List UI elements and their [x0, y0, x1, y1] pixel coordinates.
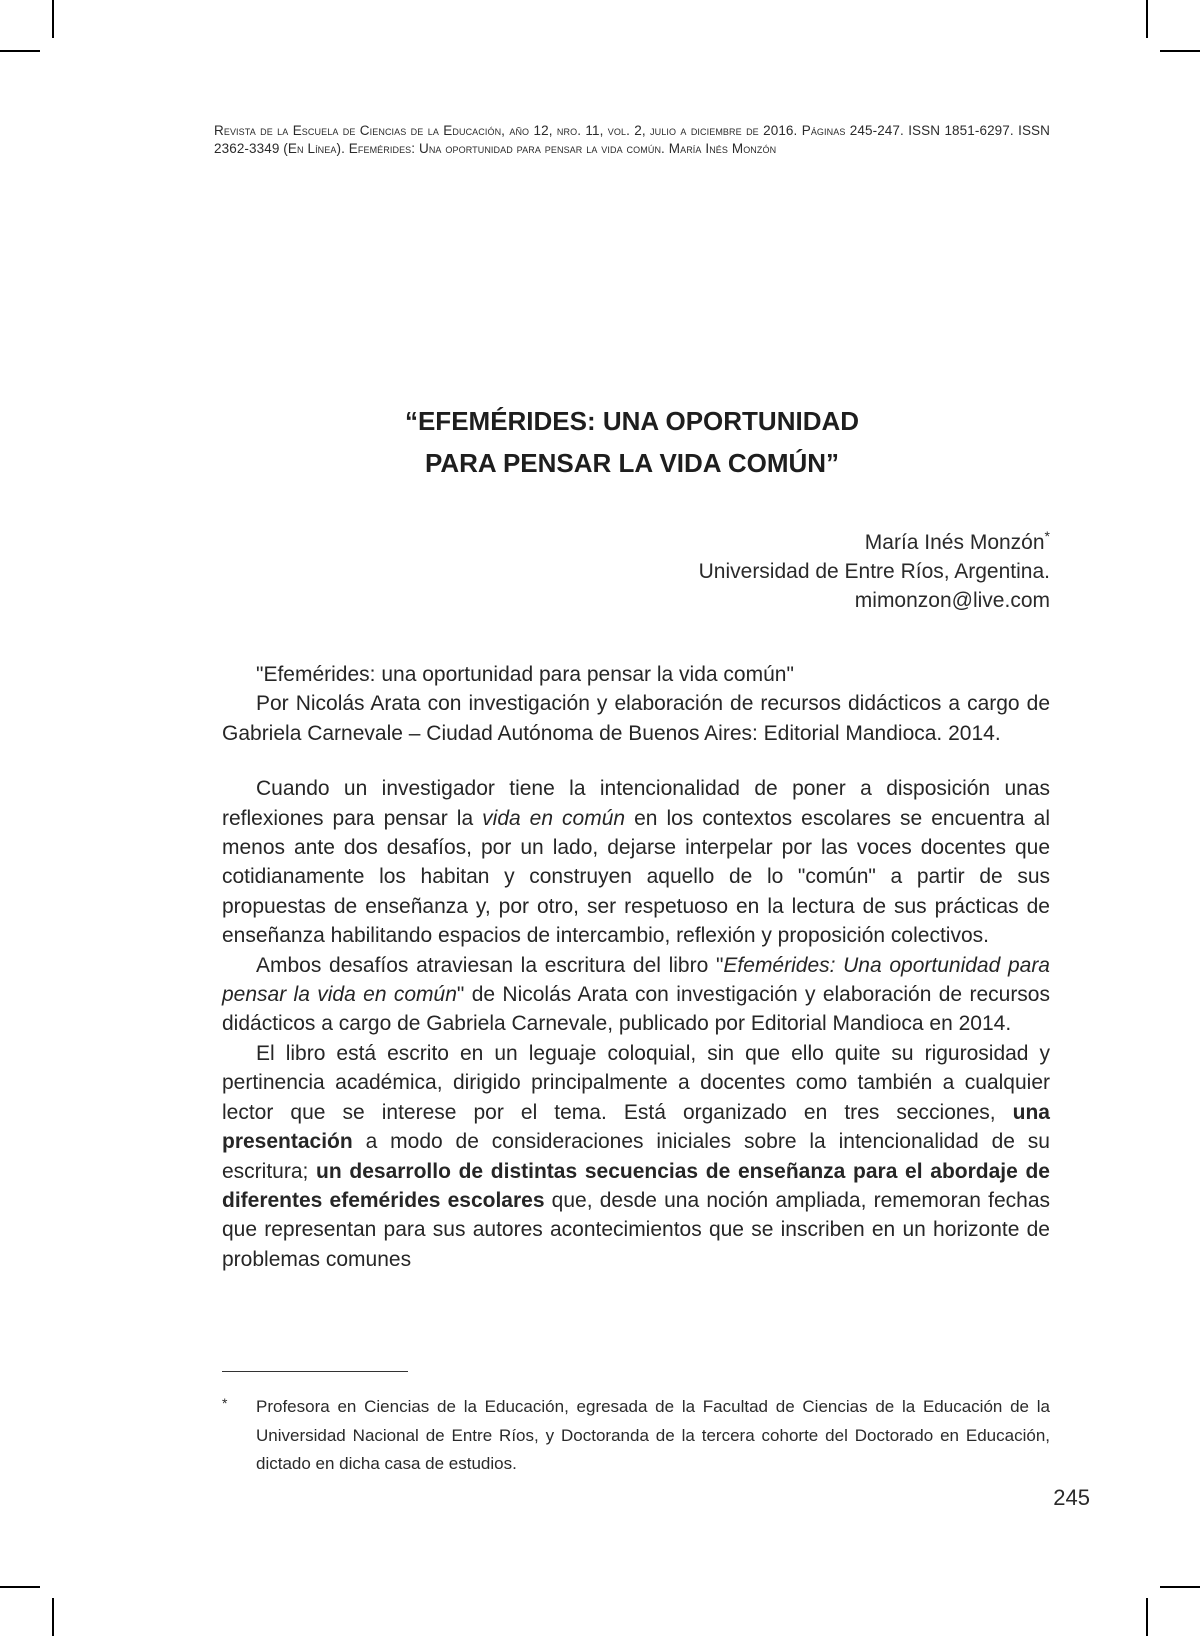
author-email: mimonzon@live.com	[854, 589, 1050, 612]
page-number: 245	[1053, 1485, 1090, 1510]
footnote-text: Profesora en Ciencias de la Educación, egresada de la Facultad de Ciencias de la Educación de la Universidad Nacional de Entre Ríos, y Doctoranda de la tercera cohorte del Doctorado en Educación, dictado en dicha casa de estudios.	[256, 1397, 1050, 1473]
footnote-divider	[222, 1371, 408, 1372]
paragraph-3-text-a: El libro está escrito en un leguaje coloquial, sin que ello quite su rigurosidad y pertinencia académica, dirigido principalmente a docentes como también a cualquier lector que se interese por el tema. Está organizado en tres secciones,	[222, 1041, 1050, 1124]
crop-mark-top-left-vertical	[52, 0, 54, 38]
running-header: Revista de la Escuela de Ciencias de la Educación, año 12, nro. 11, vol. 2, julio a diciembre de 2016. Páginas 245-247. ISSN 1851-6297. ISSN 2362-3349 (En Línea). Efemérides: Una oportunidad para pensar la vida común. María Inés Monzón	[214, 123, 1050, 156]
crop-mark-bottom-right-vertical	[1146, 1598, 1148, 1636]
author-name-line	[699, 522, 1050, 557]
title-line-2: PARA PENSAR LA VIDA COMÚN”	[424, 448, 840, 478]
crop-mark-top-left-horizontal	[0, 50, 40, 52]
article-body	[222, 660, 1050, 1274]
crop-mark-top-right-vertical	[1146, 0, 1148, 38]
title-line-1: “EFEMÉRIDES: UNA OPORTUNIDAD	[404, 406, 860, 436]
paragraph-2-text-a: Ambos desafíos atraviesan la escritura del libro "	[256, 953, 724, 977]
paragraph-3-bold-2: un desarrollo de distintas secuencias de enseñanza para el abordaje de diferentes efemérides escolares	[222, 1159, 1050, 1212]
author-affiliation: Universidad de Entre Ríos, Argentina.	[698, 560, 1050, 583]
author-block	[699, 522, 1050, 615]
crop-mark-bottom-left-vertical	[52, 1598, 54, 1636]
footnote	[222, 1393, 1050, 1479]
paragraph-2	[222, 951, 1050, 1039]
paragraph-3-bold-1: una presentación	[222, 1100, 1050, 1154]
paragraph-1-text-c: en los contextos escolares se encuentra al menos ante dos desafíos, por un lado, dejarse interpelar por las voces docentes que cotidianamente los habitan y construyen aquello de lo "común" a partir de sus propuestas de enseñanza y, por otro, ser respetuoso en la lectura de sus prácticas de enseñanza habilitando espacios de intercambio, reflexión y proposición colectivos.	[222, 806, 1050, 948]
author-footnote-mark: *	[1044, 528, 1050, 544]
paragraph-1	[222, 774, 1050, 950]
book-reference-details: Por Nicolás Arata con investigación y elaboración de recursos didácticos a cargo de Gabriela Carnevale – Ciudad Autónoma de Buenos Aires: Editorial Mandioca. 2014.	[222, 692, 1050, 745]
author-name: María Inés Monzón	[864, 531, 1045, 554]
crop-mark-top-right-horizontal	[1160, 50, 1200, 52]
paragraph-3-text-c: a modo de consideraciones iniciales sobre la intencionalidad de su escritura;	[222, 1130, 1050, 1183]
crop-mark-bottom-left-horizontal	[0, 1586, 40, 1588]
book-reference-title: "Efemérides: una oportunidad para pensar la vida común"	[256, 663, 794, 686]
paragraph-3	[222, 1039, 1050, 1274]
paragraph-2-text-c: " de Nicolás Arata con investigación y elaboración de recursos didácticos a cargo de Gabriela Carnevale, publicado por Editorial Mandioca en 2014.	[222, 983, 1050, 1036]
footnote-mark: *	[222, 1395, 228, 1411]
paragraph-3-text-e: que, desde una noción ampliada, rememoran fechas que representan para sus autores acontecimientos que se inscriben en un horizonte de problemas comunes	[222, 1188, 1050, 1271]
paragraph-1-text-a: Cuando un investigador tiene la intencionalidad de poner a disposición unas reflexiones para pensar la	[222, 777, 1050, 830]
article-title	[214, 400, 1050, 484]
paragraph-1-italic: vida en común	[482, 806, 626, 830]
paragraph-2-italic: Efemérides: Una oportunidad para pensar la vida en común	[222, 953, 1050, 1007]
crop-mark-bottom-right-horizontal	[1160, 1586, 1200, 1588]
